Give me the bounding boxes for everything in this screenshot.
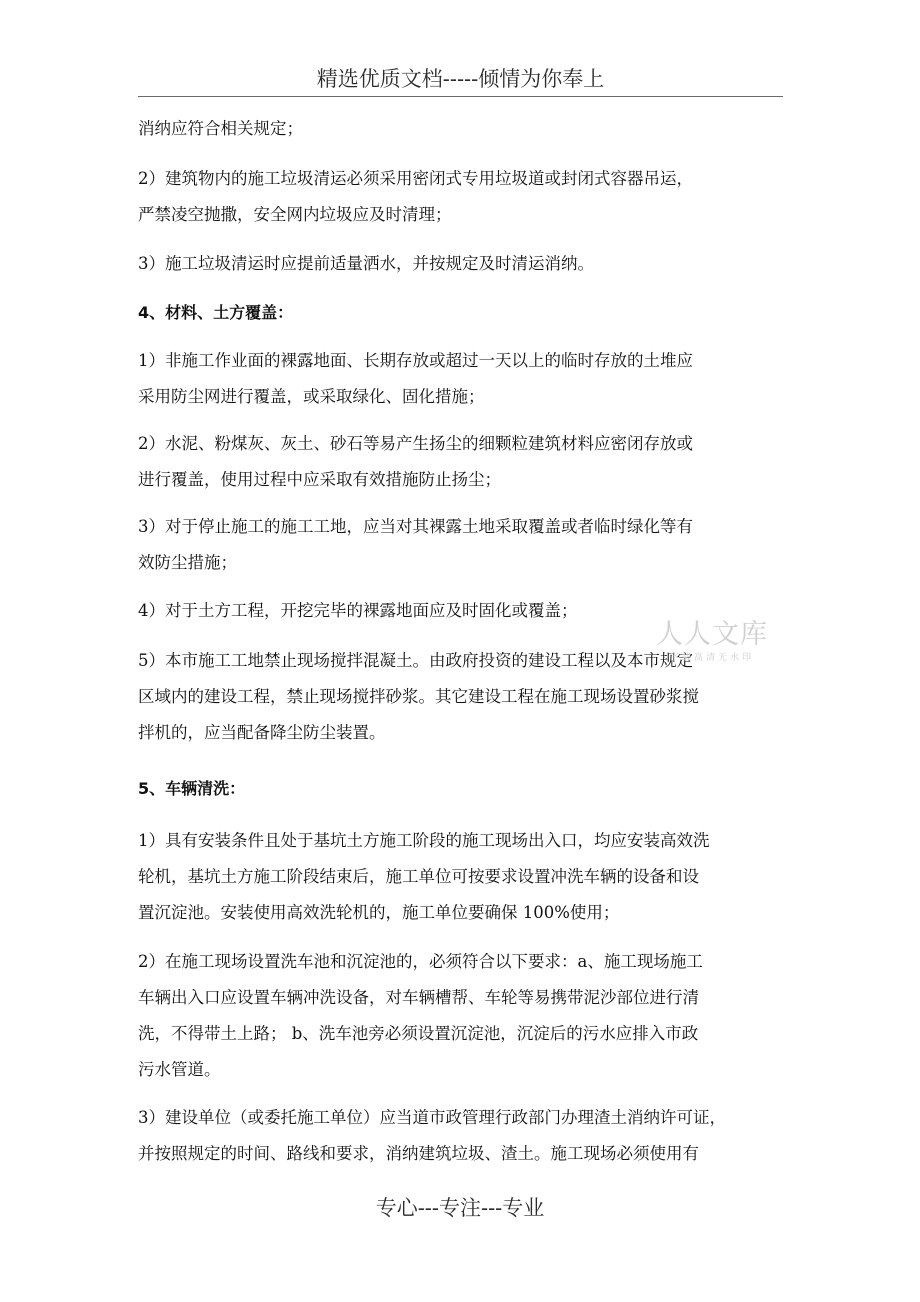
watermark-logo — [648, 618, 776, 664]
text-line: 污水管道。 — [138, 1060, 221, 1079]
text-line: 3）施工垃圾清运时应提前适量洒水，并按规定及时清运消纳。 — [138, 254, 594, 273]
watermark-subtitle: 下载高清无水印 — [669, 653, 754, 663]
text-line: 1）具有安装条件且处于基坑土方施工阶段的施工现场出入口，均应安装高效洗 — [138, 831, 710, 850]
text-line: 3）对于停止施工的施工工地，应当对其裸露土地采取覆盖或者临时绿化等有 — [138, 517, 693, 536]
text-line: 进行覆盖，使用过程中应采取有效措施防止扬尘； — [138, 470, 501, 489]
text-line: 3）建设单位（或委托施工单位）应当道市政管理行政部门办理渣土消纳许可证， — [138, 1108, 726, 1127]
page-footer — [0, 1193, 920, 1223]
text-line: 4）对于土方工程，开挖完毕的裸露地面应及时固化或覆盖； — [138, 601, 578, 620]
text-line: 并按照规定的时间、路线和要求，消纳建筑垃圾、渣土。施工现场必须使用有 — [138, 1144, 699, 1163]
text-line: 洗，不得带土上路； b、洗车池旁必须设置沉淀池，沉淀后的污水应排入市政 — [138, 1024, 699, 1043]
text-line: 2）建筑物内的施工垃圾清运必须采用密闭式专用垃圾道或封闭式容器吊运， — [138, 169, 693, 188]
text-line: 采用防尘网进行覆盖，或采取绿化、固化措施； — [138, 387, 485, 406]
text-line: 2）水泥、粉煤灰、灰土、砂石等易产生扬尘的细颗粒建筑材料应密闭存放或 — [138, 434, 693, 453]
text-line: 1）非施工作业面的裸露地面、长期存放或超过一天以上的临时存放的土堆应 — [138, 351, 693, 370]
text-line: 置沉淀池。安装使用高效洗轮机的，施工单位要确保 100%使用； — [138, 903, 620, 922]
text-line: 严禁凌空抛撒，安全网内垃圾应及时清理； — [138, 205, 452, 224]
text-line: 车辆出入口应设置车辆冲洗设备，对车辆槽帮、车轮等易携带泥沙部位进行清 — [138, 988, 699, 1007]
header-title: 精选优质文档-----倾情为你奉上 — [316, 67, 605, 91]
text-line: 轮机，基坑土方施工阶段结束后，施工单位可按要求设置冲洗车辆的设备和设 — [138, 867, 699, 886]
text-line: 5）本市施工工地禁止现场搅拌混凝土。由政府投资的建设工程以及本市规定 — [138, 651, 693, 670]
text-line: 2）在施工现场设置洗车池和沉淀池的，必须符合以下要求：a、施工现场施工 — [138, 952, 703, 971]
footer-text: 专心---专注---专业 — [375, 1196, 545, 1220]
text-line: 效防尘措施； — [138, 553, 237, 572]
text-line: 拌机的，应当配备降尘防尘装置。 — [138, 723, 386, 742]
section-heading: 4、材料、土方覆盖： — [138, 303, 294, 322]
text-line: 区域内的建设工程，禁止现场搅拌砂浆。其它建设工程在施工现场设置砂浆搅 — [138, 687, 699, 706]
text-line: 消纳应符合相关规定； — [138, 119, 303, 138]
page-header — [138, 62, 783, 97]
section-heading: 5、车辆清洗： — [138, 779, 246, 798]
watermark-title: 人人文库 — [656, 619, 768, 650]
